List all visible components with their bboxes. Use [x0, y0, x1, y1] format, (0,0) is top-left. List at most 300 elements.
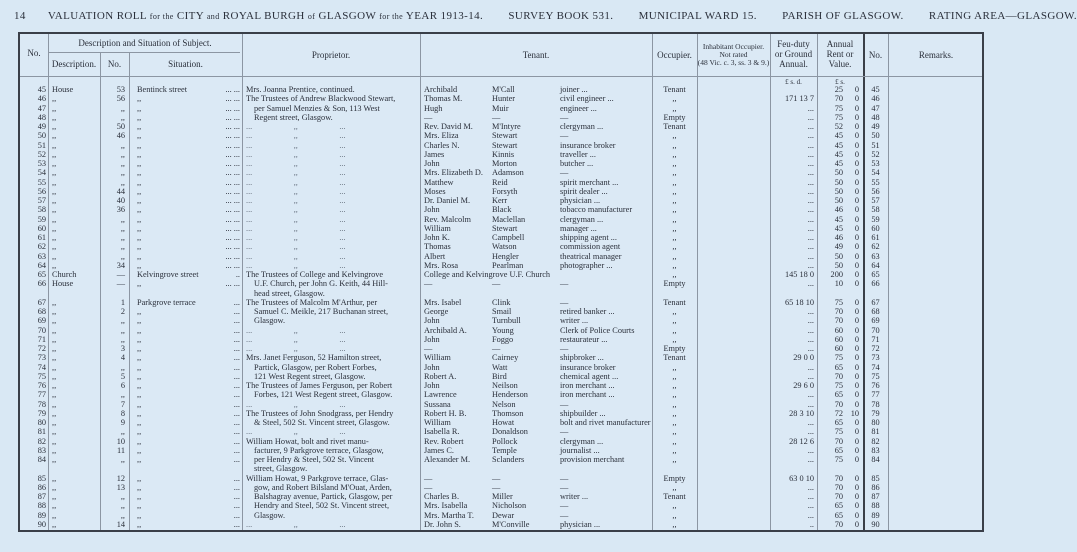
cell-rl: 60 [834, 325, 843, 335]
cell-sit: Parkgrove terrace [137, 297, 196, 307]
cell-tf: Rev. Robert [424, 436, 464, 446]
cell-rs: 0 [854, 279, 859, 289]
cell-tl: — [492, 279, 501, 289]
cell-tl: Dewar [492, 510, 515, 520]
cell-sitdots: ... ... [225, 140, 240, 150]
proprietor-line: ... ,, ... [246, 159, 346, 168]
cell-tocc: writer ... [560, 316, 589, 326]
cell-rl: 65 [834, 418, 843, 427]
cell-tf: George [424, 307, 449, 316]
proprietor-line: per Samuel Menzies & Son, 113 West [254, 103, 380, 113]
cell-no: 61 [871, 233, 880, 242]
cell-tl: Stewart [492, 140, 518, 150]
col-header-inhabitant [697, 43, 770, 67]
cell-sitdots: ... ... [225, 94, 240, 104]
cell-tf: James [424, 149, 445, 159]
cell-rl: 50 [834, 196, 843, 205]
cell-tl: Black [492, 205, 512, 215]
cell-no: 50 [37, 131, 46, 141]
cell-tl: Cairney [492, 353, 519, 363]
cell-feu: .. [809, 519, 814, 529]
cell-sitdots: ... ... [225, 196, 240, 205]
cell-no: 73 [871, 353, 880, 363]
proprietor-line: ... ,, ... [246, 334, 346, 344]
cell-desc: ,, [52, 436, 57, 446]
cell-rs: 0 [854, 122, 859, 131]
cell-no: 63 [871, 251, 880, 261]
cell-occ: ,, [672, 140, 677, 150]
col-header-rent-line1: Annual [826, 39, 854, 49]
cell-rl: 45 [834, 140, 843, 150]
cell-rl: 70 [834, 436, 843, 446]
cell-feu: ... [807, 418, 814, 427]
cell-tocc: — [560, 501, 569, 511]
cell-no: 58 [871, 205, 880, 215]
cell-rl: 75 [834, 112, 843, 122]
cell-rs: 0 [854, 325, 859, 335]
cell-tf: Thomas M. [424, 94, 463, 104]
cell-tf: — [424, 344, 433, 353]
cell-rl: 60 [834, 344, 843, 353]
cell-sit: ,, [137, 408, 142, 418]
proprietor-line: gow, and Robert Bilsland M'Ouat, Arden, [254, 482, 392, 492]
cell-desc: ,, [52, 381, 57, 390]
title-year: YEAR 1913-14. [405, 10, 484, 22]
cell-tl: — [492, 482, 501, 492]
cell-no: 84 [871, 455, 880, 464]
proprietor-line: ... ,, ... [246, 186, 346, 196]
cell-sit: ,, [137, 418, 142, 427]
cell-tf: — [424, 473, 433, 483]
cell-occ: ,, [672, 445, 677, 455]
cell-sitdots: ... [233, 427, 240, 437]
cell-sit: ,, [137, 131, 142, 141]
cell-num: 11 [117, 445, 125, 455]
cell-no: 54 [37, 168, 46, 178]
title-word: GLASGOW [318, 10, 377, 22]
cell-feu: ... [807, 362, 814, 372]
cell-occ: ,, [672, 510, 677, 520]
cell-sitdots: ... [233, 473, 240, 483]
cell-feu: ... [807, 399, 814, 409]
proprietor-line: Forbes, 121 West Regent street, Glasgow. [254, 390, 393, 400]
cell-tocc: engineer ... [560, 103, 597, 113]
cell-rs: 0 [854, 307, 859, 316]
cell-tl: Kerr [492, 196, 508, 205]
cell-rl: 70 [834, 371, 843, 381]
title-word: for the [379, 12, 404, 21]
cell-tocc: retired banker ... [560, 307, 615, 316]
cell-tocc: clergyman ... [560, 214, 604, 224]
cell-feu: ... [807, 140, 814, 150]
cell-sitdots: ... [233, 501, 240, 511]
cell-sit: ,, [137, 186, 142, 196]
cell-occ: ,, [672, 177, 677, 187]
cell-no: 50 [871, 131, 880, 141]
cell-rl: 75 [834, 297, 843, 307]
cell-no: 46 [871, 94, 880, 104]
cell-no: 85 [37, 473, 46, 483]
col-header-feu-duty [770, 39, 817, 69]
cell-sit: ,, [137, 445, 142, 455]
cell-occ: ,, [672, 334, 677, 344]
cell-no: 71 [871, 334, 880, 344]
cell-sit: ,, [137, 455, 142, 464]
title-word: for the [149, 12, 174, 21]
cell-tf: Mrs. Eliza [424, 131, 459, 141]
cell-no: 89 [37, 510, 46, 520]
cell-no: 86 [871, 482, 880, 492]
cell-no: 51 [37, 140, 46, 150]
cell-num: ,, [120, 492, 125, 501]
cell-feu: ... [807, 445, 814, 455]
cell-sitdots: ... [233, 316, 240, 326]
cell-occ: ,, [672, 270, 677, 279]
col-header-annual-rent [817, 39, 863, 69]
cell-feu: ... [807, 205, 814, 215]
cell-desc: ,, [52, 251, 57, 261]
cell-feu: ... [807, 149, 814, 159]
proprietor-line: ... ,, ... [246, 177, 346, 187]
col-header-proprietor: Proprietor. [311, 50, 351, 60]
cell-sit: ,, [137, 510, 142, 520]
cell-occ: Tenant [663, 297, 686, 307]
cell-tocc: manager ... [560, 223, 597, 233]
cell-desc: House [52, 85, 74, 94]
cell-occ: ,, [672, 131, 677, 141]
cell-num: 9 [120, 418, 125, 427]
title-word: CITY [176, 10, 204, 22]
cell-num: 13 [116, 482, 125, 492]
cell-sitdots: ... [233, 325, 240, 335]
cell-rl: 70 [834, 492, 843, 501]
cell-feu: ... [807, 186, 814, 196]
cell-num: ,, [120, 316, 125, 326]
cell-occ: ,, [672, 251, 677, 261]
col-header-occupier: Occupier. [657, 50, 692, 60]
cell-desc: ,, [52, 168, 57, 178]
cell-tocc: journalist ... [560, 445, 600, 455]
cell-desc: ,, [52, 344, 57, 353]
cell-sitdots: ... [233, 418, 240, 427]
cell-sit: ,, [137, 214, 142, 224]
cell-rl: 200 [830, 270, 843, 279]
proprietor-line: William Howat, bolt and rivet manu- [246, 436, 369, 446]
cell-no: 60 [871, 223, 880, 233]
cell-tl: Clink [492, 297, 511, 307]
cell-sitdots: ... ... [225, 159, 240, 168]
proprietor-line: William Howat, 9 Parkgrove terrace, Glas- [246, 473, 389, 483]
cell-no: 56 [37, 186, 46, 196]
cell-tf: — [424, 482, 433, 492]
cell-desc: ,, [52, 297, 57, 307]
cell-tl: Miller [492, 492, 513, 501]
cell-feu: 29 0 0 [793, 353, 814, 363]
cell-tocc: — [560, 473, 569, 483]
page-title [14, 10, 1077, 22]
cell-tl: — [492, 473, 501, 483]
cell-desc: ,, [52, 519, 57, 529]
cell-tf: Archibald [424, 85, 458, 94]
cell-no: 71 [37, 334, 46, 344]
cell-rs: 0 [854, 418, 859, 427]
cell-tocc: chemical agent ... [560, 371, 619, 381]
cell-sitdots: ... [233, 362, 240, 372]
cell-sit: ,, [137, 353, 142, 363]
cell-feu: ... [807, 159, 814, 168]
cell-no: 53 [871, 159, 880, 168]
proprietor-line: Mrs. Janet Ferguson, 52 Hamilton street, [246, 353, 382, 363]
cell-rs: 0 [854, 455, 859, 464]
cell-no: 45 [37, 85, 46, 94]
cell-feu: ... [807, 334, 814, 344]
cell-tl: Sclanders [492, 455, 525, 464]
cell-rl: 25 [834, 85, 843, 94]
cell-tocc: — [560, 344, 569, 353]
cell-tocc: — [560, 482, 569, 492]
cell-tf: John [424, 316, 440, 326]
cell-feu: ... [807, 131, 814, 141]
cell-sitdots: ... ... [225, 85, 240, 94]
cell-num: ,, [120, 334, 125, 344]
cell-tl: Nicholson [492, 501, 527, 511]
cell-sitdots: ... [233, 408, 240, 418]
cell-rs: 0 [854, 149, 859, 159]
cell-sitdots: ... [233, 381, 240, 390]
cell-num: ,, [120, 177, 125, 187]
cell-desc: ,, [52, 482, 57, 492]
cell-desc: ,, [52, 159, 57, 168]
cell-no: 47 [871, 103, 880, 113]
cell-rs: 0 [854, 334, 859, 344]
cell-tl: Temple [492, 445, 517, 455]
cell-no: 87 [871, 492, 880, 501]
cell-no: 63 [37, 251, 46, 261]
cell-rl: 65 [834, 510, 843, 520]
cell-rl: 46 [834, 205, 843, 215]
cell-feu: 28 12 6 [789, 436, 814, 446]
cell-tocc: physician ... [560, 196, 601, 205]
proprietor-line: & Steel, 502 St. Vincent street, Glasgow. [254, 418, 390, 427]
cell-tl: Adamson [492, 168, 524, 178]
cell-occ: ,, [672, 325, 677, 335]
cell-no: 69 [871, 316, 880, 326]
proprietor-line: ... ,, ... [246, 131, 346, 141]
cell-no: 87 [37, 492, 46, 501]
cell-num: ,, [120, 140, 125, 150]
cell-feu: ... [807, 455, 814, 464]
rent-units: £ s. [835, 78, 845, 86]
cell-occ: Tenant [663, 85, 686, 94]
cell-tf: Mrs. Elizabeth D. [424, 168, 483, 178]
cell-sitdots: ... [233, 307, 240, 316]
cell-desc: ,, [52, 371, 57, 381]
cell-sit: Kelvingrove street [137, 270, 199, 279]
cell-tf: Isabella R. [424, 427, 460, 437]
cell-no: 75 [37, 371, 46, 381]
cell-desc: ,, [52, 112, 57, 122]
cell-sit: ,, [137, 223, 142, 233]
cell-occ: ,, [672, 168, 677, 178]
proprietor-line: ... ,, ... [246, 149, 346, 159]
cell-feu: ... [807, 510, 814, 520]
cell-rs: 0 [854, 445, 859, 455]
cell-num: ,, [120, 251, 125, 261]
cell-num: 53 [116, 85, 125, 94]
cell-sit: ,, [137, 233, 142, 242]
cell-tocc: clergyman ... [560, 436, 604, 446]
cell-rs: 0 [854, 85, 859, 94]
cell-occ: ,, [672, 94, 677, 104]
cell-feu: ... [807, 168, 814, 178]
proprietor-line: The Trustees of John Snodgrass, per Hendry [246, 408, 394, 418]
cell-no: 70 [871, 325, 880, 335]
cell-num: 44 [116, 186, 125, 196]
cell-tocc: butcher ... [560, 159, 594, 168]
cell-occ: ,, [672, 186, 677, 196]
cell-feu: ... [807, 242, 814, 252]
cell-occ: ,, [672, 418, 677, 427]
col-header-remarks: Remarks. [918, 50, 954, 60]
cell-rl: 75 [834, 103, 843, 113]
cell-no: 82 [871, 436, 880, 446]
cell-tocc: physician ... [560, 519, 601, 529]
cell-no: 76 [37, 381, 46, 390]
cell-rl: 60 [834, 334, 843, 344]
cell-feu: ... [807, 233, 814, 242]
cell-no: 78 [37, 399, 46, 409]
cell-no: 45 [871, 85, 880, 94]
cell-tocc: — [560, 131, 569, 141]
cell-no: 72 [37, 344, 46, 353]
header-divider [20, 76, 982, 77]
cell-tocc: — [560, 510, 569, 520]
cell-occ: ,, [672, 205, 677, 215]
cell-num: ,, [120, 112, 125, 122]
cell-sit: ,, [137, 94, 142, 104]
proprietor-line: Samuel C. Meikle, 217 Buchanan street, [254, 307, 389, 316]
column-divider [48, 34, 49, 530]
cell-rs: 0 [854, 242, 859, 252]
cell-no: 59 [37, 214, 46, 224]
cell-occ: ,, [672, 399, 677, 409]
column-divider [770, 34, 771, 530]
cell-rs: 0 [854, 427, 859, 437]
cell-num: 40 [116, 196, 125, 205]
cell-no: 52 [37, 149, 46, 159]
cell-feu: ... [807, 122, 814, 131]
cell-desc: ,, [52, 260, 57, 270]
proprietor-line: U.F. Church, per John G. Keith, 44 Hill- [254, 279, 388, 289]
cell-no: 48 [871, 112, 880, 122]
cell-rs: 0 [854, 473, 859, 483]
cell-no: 60 [37, 223, 46, 233]
cell-no: 88 [871, 501, 880, 511]
cell-tl: M'Call [492, 85, 515, 94]
cell-feu: 63 0 10 [789, 473, 814, 483]
cell-sit: ,, [137, 260, 142, 270]
cell-desc: ,, [52, 334, 57, 344]
cell-occ: ,, [672, 436, 677, 446]
cell-sitdots: ... ... [225, 122, 240, 131]
cell-desc: ,, [52, 196, 57, 205]
cell-tl: Kinnis [492, 149, 515, 159]
cell-tocc: spirit dealer ... [560, 186, 608, 196]
cell-feu: ... [807, 196, 814, 205]
cell-no: 59 [871, 214, 880, 224]
cell-sit: ,, [137, 307, 142, 316]
proprietor-line: Hendry and Steel, 502 St. Vincent street, [254, 501, 390, 511]
cell-no: 66 [871, 279, 880, 289]
cell-occ: ,, [672, 519, 677, 529]
cell-desc: ,, [52, 390, 57, 400]
cell-tf: Hugh [424, 103, 443, 113]
cell-no: 54 [871, 168, 880, 178]
cell-sitdots: ... ... [225, 223, 240, 233]
cell-tocc: tobacco manufacturer [560, 205, 633, 215]
cell-no: 65 [37, 270, 46, 279]
cell-num: 3 [120, 344, 125, 353]
cell-feu: 145 18 0 [784, 270, 814, 279]
cell-num: 6 [120, 381, 125, 390]
cell-num: ,, [120, 159, 125, 168]
cell-tl: Henderson [492, 390, 528, 400]
cell-desc: ,, [52, 233, 57, 242]
cell-rl: 50 [834, 177, 843, 187]
cell-occ: ,, [672, 408, 677, 418]
cell-tl: Howat [492, 418, 515, 427]
cell-occ: ,, [672, 371, 677, 381]
cell-sit: ,, [137, 112, 142, 122]
cell-sit: ,, [137, 390, 142, 400]
cell-rs: 0 [854, 233, 859, 242]
cell-no: 64 [871, 260, 880, 270]
cell-tl: Turnbull [492, 316, 521, 326]
cell-rs: 0 [854, 94, 859, 104]
cell-tocc: restaurateur ... [560, 334, 608, 344]
cell-tf: Charles B. [424, 492, 460, 501]
cell-occ: Tenant [663, 353, 686, 363]
cell-tl: Watson [492, 242, 517, 252]
cell-sit: ,, [137, 325, 142, 335]
cell-tf: — [424, 279, 433, 289]
cell-tocc: — [560, 112, 569, 122]
cell-occ: ,, [672, 390, 677, 400]
cell-rl: 70 [834, 473, 843, 483]
cell-desc: ,, [52, 418, 57, 427]
cell-tf: Rev. Malcolm [424, 214, 471, 224]
cell-tf: Mrs. Isabel [424, 297, 462, 307]
cell-feu: 29 6 0 [793, 381, 814, 390]
cell-no: 76 [871, 381, 880, 390]
cell-desc: ,, [52, 316, 57, 326]
cell-desc: ,, [52, 408, 57, 418]
column-divider [129, 52, 130, 530]
cell-tocc: civil engineer ... [560, 94, 614, 104]
cell-no: 68 [37, 307, 46, 316]
column-divider [697, 34, 698, 530]
col-header-description: Description. [51, 59, 97, 69]
cell-desc: Church [52, 270, 77, 279]
proprietor-line: per Hendry & Steel, 502 St. Vincent [254, 455, 375, 464]
cell-rs: 0 [854, 519, 859, 529]
cell-tf: Albert [424, 251, 446, 261]
cell-tocc: joiner ... [560, 85, 588, 94]
proprietor-line: Balshagray avenue, Partick, Glasgow, per [254, 492, 393, 501]
cell-tf: Archibald A. [424, 325, 467, 335]
cell-no: 51 [871, 140, 880, 150]
cell-rs: 0 [854, 131, 859, 141]
